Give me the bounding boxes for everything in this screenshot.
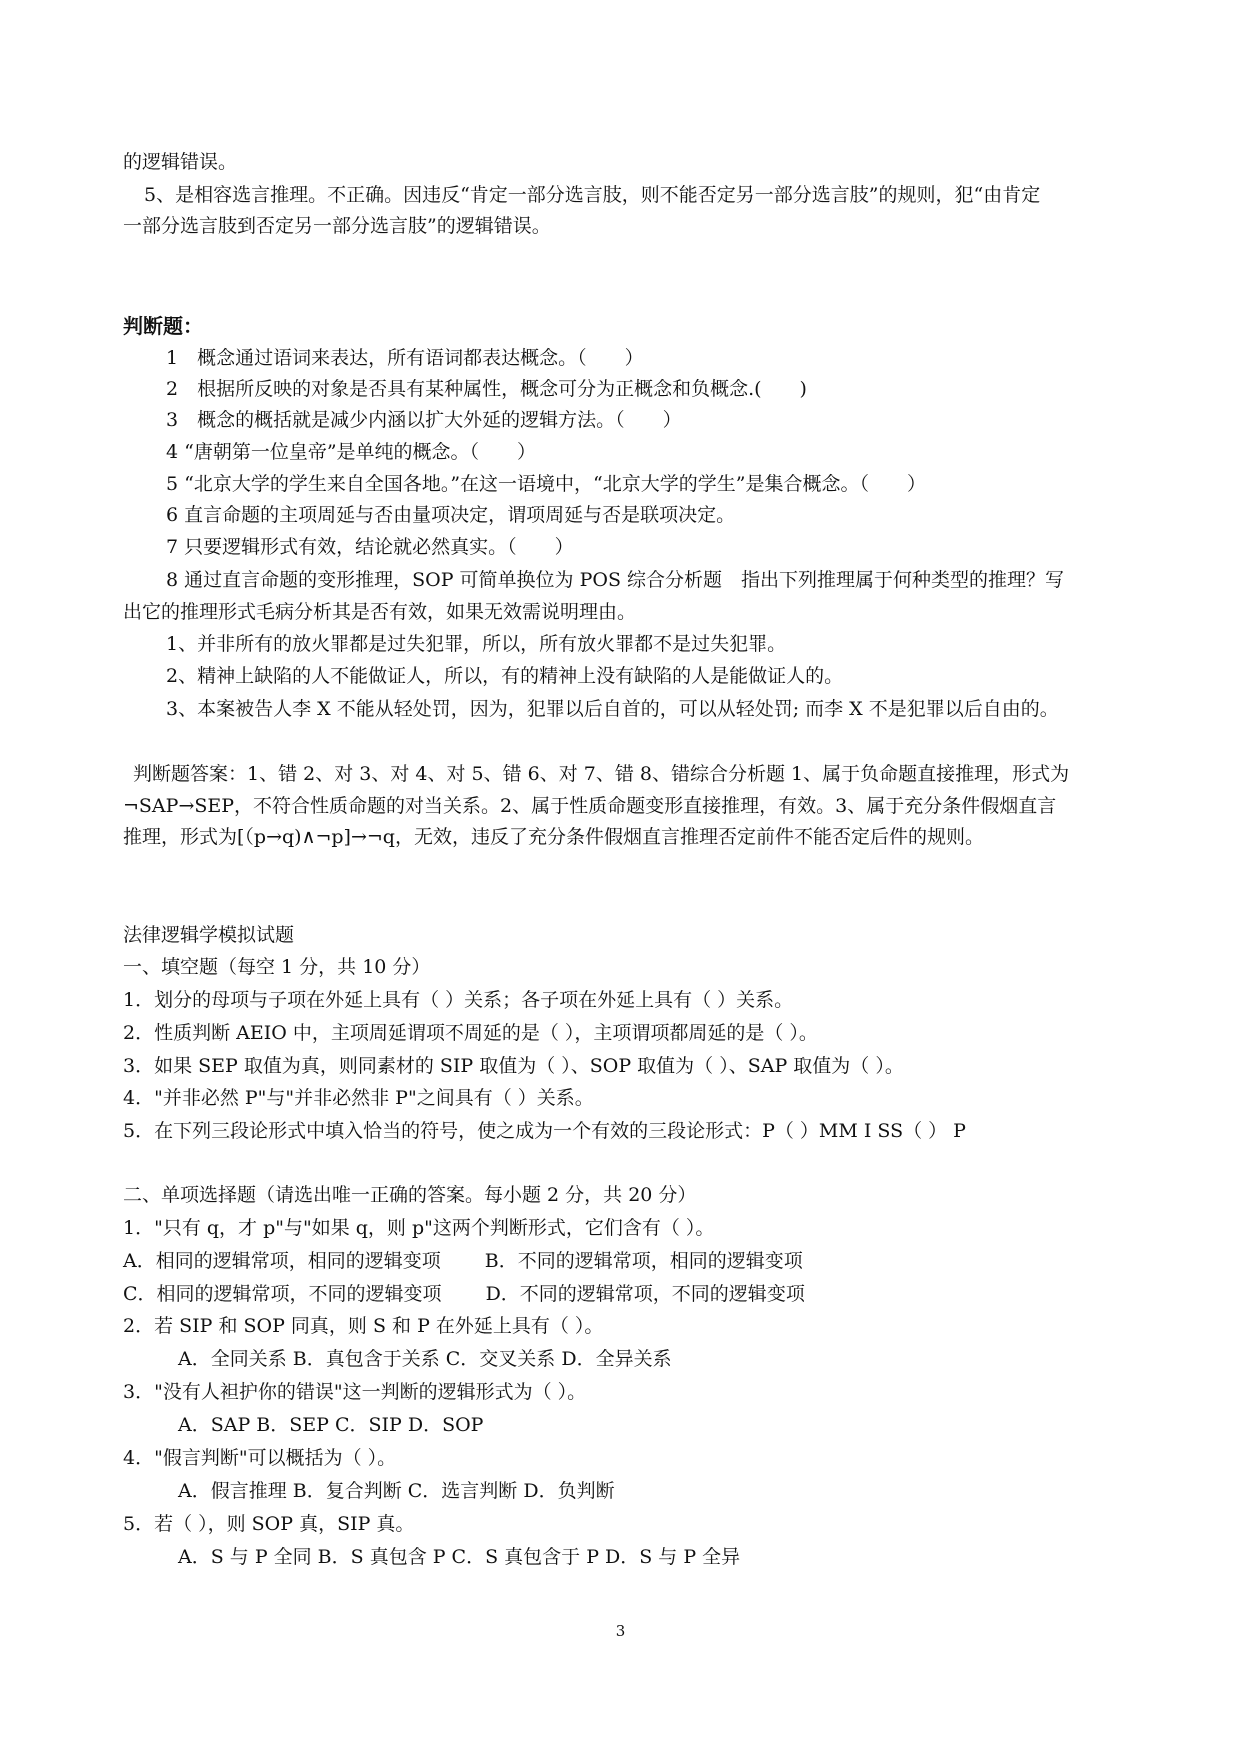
choice-q1: 1．"只有 q，才 p"与"如果 q，则 p"这两个判断形式，它们含有（ ）。 bbox=[123, 1217, 715, 1239]
fill-item-4: 4．"并非必然 P"与"并非必然非 P"之间具有（ ）关系。 bbox=[123, 1087, 594, 1109]
fill-item-5: 5．在下列三段论形式中填入恰当的符号，使之成为一个有效的三段论形式：P（ ）MM I SS（ ） P bbox=[123, 1120, 966, 1142]
fill-item-1: 1．划分的母项与子项在外延上具有（ ）关系；各子项在外延上具有（ ）关系。 bbox=[123, 989, 794, 1011]
judgment-item-8-line-1: 8 通过直言命题的变形推理，SOP 可简单换位为 POS 综合分析题 指出下列推理属于何种类型的推理？写 bbox=[166, 569, 1065, 591]
judgment-item-5: 5 “北京大学的学生来自全国各地。”在这一语境中，“北京大学的学生”是集合概念。（ ） bbox=[166, 473, 926, 495]
choice-q2-options: A．全同关系 B．真包含于关系 C．交叉关系 D．全异关系 bbox=[178, 1348, 672, 1370]
judgment-item-6: 6 直言命题的主项周延与否由量项决定，谓项周延与否是联项决定。 bbox=[166, 504, 736, 526]
answer-line-3: 推理，形式为[（p→q)∧¬p]→¬q，无效，违反了充分条件假烟直言推理否定前件不能否定后件的规则。 bbox=[123, 826, 984, 848]
answer-line-2: ¬SAP→SEP，不符合性质命题的对当关系。2、属于性质命题变形直接推理，有效。3、属于充分条件假烟直言 bbox=[123, 795, 1057, 817]
choice-q3: 3．"没有人袒护你的错误"这一判断的逻辑形式为（ ）。 bbox=[123, 1381, 587, 1403]
judgment-item-4: 4 “唐朝第一位皇帝”是单纯的概念。（ ） bbox=[166, 441, 537, 463]
analysis-item-2: 2、精神上缺陷的人不能做证人，所以，有的精神上没有缺陷的人是能做证人的。 bbox=[166, 665, 844, 687]
choice-q4-options: A．假言推理 B．复合判断 C．选言判断 D．负判断 bbox=[178, 1480, 615, 1502]
choice-q2: 2．若 SIP 和 SOP 同真，则 S 和 P 在外延上具有（ ）。 bbox=[123, 1315, 604, 1337]
choice-q1-options-cd: C．相同的逻辑常项，不同的逻辑变项 D．不同的逻辑常项，不同的逻辑变项 bbox=[123, 1283, 805, 1305]
judgment-item-1: 1 概念通过语词来表达，所有语词都表达概念。（ ） bbox=[166, 347, 644, 369]
judgment-item-2: 2 根据所反映的对象是否具有某种属性，概念可分为正概念和负概念.( ) bbox=[166, 378, 807, 400]
prev-item-5-line-1: 5、是相容选言推理。不正确。因违反“肯定一部分选言肢，则不能否定另一部分选言肢”的规则，犯“由肯定 bbox=[144, 184, 1041, 206]
answer-line-1: 判断题答案：1、错 2、对 3、对 4、对 5、错 6、对 7、错 8、错综合分析题 1、属于负命题直接推理，形式为 bbox=[133, 763, 1070, 785]
judgment-heading: 判断题： bbox=[123, 314, 203, 338]
analysis-item-1: 1、并非所有的放火罪都是过失犯罪，所以，所有放火罪都不是过失犯罪。 bbox=[166, 633, 787, 655]
choice-heading: 二、单项选择题（请选出唯一正确的答案。每小题 2 分，共 20 分） bbox=[123, 1184, 697, 1206]
page-number: 3 bbox=[615, 1622, 626, 1640]
choice-q5-options: A．S 与 P 全同 B．S 真包含 P C．S 真包含于 P D．S 与 P 全异 bbox=[178, 1546, 741, 1568]
choice-q4: 4．"假言判断"可以概括为（ ）。 bbox=[123, 1447, 397, 1469]
prev-section-tail: 的逻辑错误。 bbox=[123, 151, 238, 173]
choice-q1-options-ab: A．相同的逻辑常项，相同的逻辑变项 B．不同的逻辑常项，相同的逻辑变项 bbox=[123, 1250, 803, 1272]
fill-item-3: 3．如果 SEP 取值为真，则同素材的 SIP 取值为（ ）、SOP 取值为（ ）、SAP 取值为（ ）。 bbox=[123, 1055, 904, 1077]
exam-title: 法律逻辑学模拟试题 bbox=[123, 924, 295, 946]
judgment-item-3: 3 概念的概括就是减少内涵以扩大外延的逻辑方法。（ ） bbox=[166, 409, 682, 431]
choice-q5: 5．若（ ），则 SOP 真，SIP 真。 bbox=[123, 1513, 415, 1535]
prev-item-5-line-2: 一部分选言肢到否定另一部分选言肢”的逻辑错误。 bbox=[123, 215, 551, 237]
fill-item-2: 2．性质判断 AEIO 中，主项周延谓项不周延的是（ ），主项谓项都周延的是（ ）。 bbox=[123, 1022, 818, 1044]
fill-heading: 一、填空题（每空 1 分，共 10 分） bbox=[123, 956, 431, 978]
analysis-item-3: 3、本案被告人李 X 不能从轻处罚，因为，犯罪以后自首的，可以从轻处罚; 而李 X 不是犯罪以后自由的。 bbox=[166, 698, 1059, 720]
choice-q3-options: A．SAP B．SEP C．SIP D．SOP bbox=[178, 1414, 484, 1436]
judgment-item-8-line-2: 出它的推理形式毛病分析其是否有效，如果无效需说明理由。 bbox=[123, 601, 637, 623]
judgment-item-7: 7 只要逻辑形式有效，结论就必然真实。（ ） bbox=[166, 536, 574, 558]
